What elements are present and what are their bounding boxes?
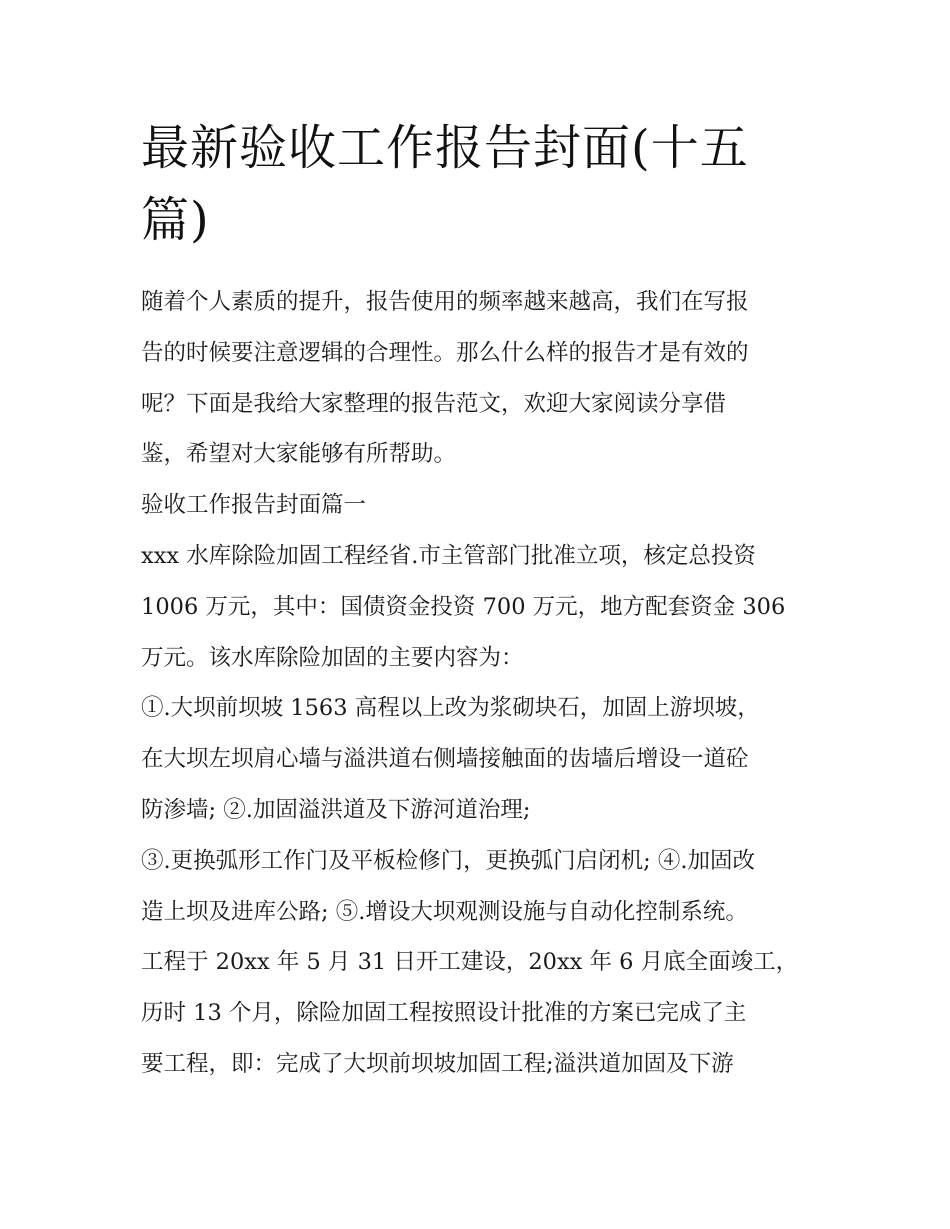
body-line: 防渗墙; ②.加固溢洪道及下游河道治理;: [141, 796, 531, 823]
body-line: 要工程，即：完成了大坝前坝坡加固工程;溢洪道加固及下游: [141, 1050, 734, 1077]
body-line: 造上坝及进库公路; ⑤.增设大坝观测设施与自动化控制系统。: [141, 898, 748, 925]
document-body: [141, 277, 813, 1090]
body-line: ③.更换弧形工作门及平板检修门，更换弧门启闭机; ④.加固改: [141, 847, 756, 874]
body-line: 鉴，希望对大家能够有所帮助。: [141, 441, 457, 468]
body-line: xxx 水库除险加固工程经省.市主管部门批准立项，核定总投资: [141, 542, 756, 569]
document-title: 最新验收工作报告封面(十五篇): [141, 120, 749, 248]
body-line: ①.大坝前坝坡 1563 高程以上改为浆砌块石，加固上游坝坡，: [141, 695, 760, 722]
body-line: 告的时候要注意逻辑的合理性。那么什么样的报告才是有效的: [141, 339, 749, 366]
section-heading: 验收工作报告封面篇一: [141, 492, 367, 519]
body-line: 1006 万元，其中：国债资金投资 700 万元，地方配套资金 306: [141, 593, 786, 620]
body-line: 工程于 20xx 年 5 月 31 日开工建设，20xx 年 6 月底全面竣工，: [141, 949, 799, 976]
body-line: 在大坝左坝肩心墙与溢洪道右侧墙接触面的齿墙后增设一道砼: [141, 746, 749, 773]
body-line: 历时 13 个月，除险加固工程按照设计批准的方案已完成了主: [141, 1000, 747, 1027]
body-line: 呢？下面是我给大家整理的报告范文，欢迎大家阅读分享借: [141, 390, 727, 417]
body-line: 随着个人素质的提升，报告使用的频率越来越高，我们在写报: [141, 289, 749, 315]
body-line: 万元。该水库除险加固的主要内容为：: [141, 644, 524, 671]
